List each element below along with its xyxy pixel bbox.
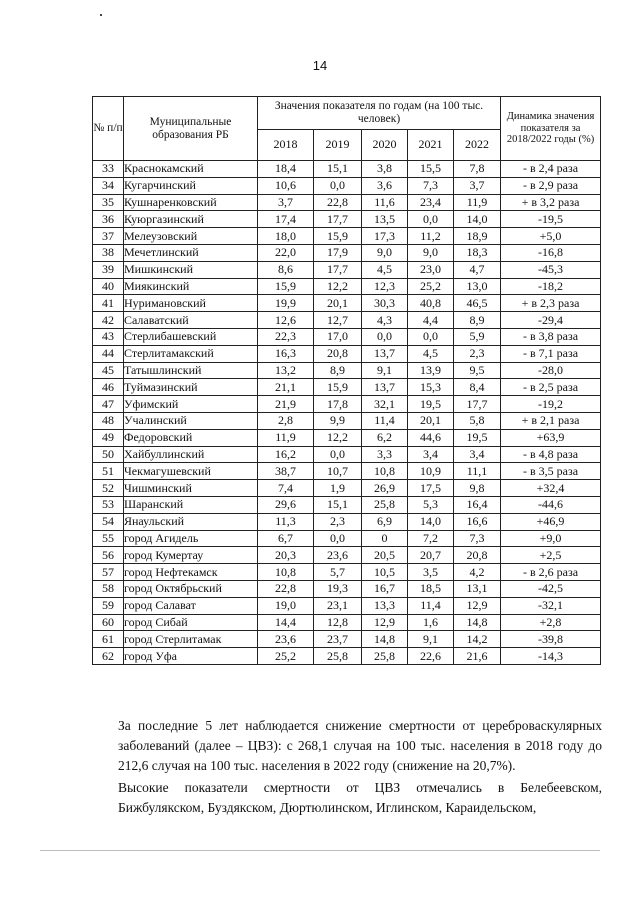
- value-2019: 0,0: [314, 446, 362, 463]
- value-2018: 21,9: [258, 396, 314, 413]
- municipality-name: Учалинский: [124, 412, 258, 429]
- value-2020: 11,6: [362, 194, 408, 211]
- value-2019: 1,9: [314, 480, 362, 497]
- value-2018: 11,3: [258, 513, 314, 530]
- value-2020: 14,8: [362, 631, 408, 648]
- value-2018: 16,3: [258, 345, 314, 362]
- row-number: 49: [93, 429, 124, 446]
- table-row: [93, 547, 601, 564]
- dynamics-value: +46,9: [501, 513, 601, 530]
- municipality-name: город Кумертау: [124, 547, 258, 564]
- value-2021: 11,2: [408, 228, 454, 245]
- table-row: [93, 194, 601, 211]
- table-row: [93, 614, 601, 631]
- value-2018: 18,0: [258, 228, 314, 245]
- municipality-name: город Сибай: [124, 614, 258, 631]
- value-2020: 3,8: [362, 161, 408, 178]
- value-2022: 3,4: [454, 446, 501, 463]
- value-2019: 17,0: [314, 328, 362, 345]
- row-number: 40: [93, 278, 124, 295]
- value-2021: 20,1: [408, 412, 454, 429]
- value-2022: 17,7: [454, 396, 501, 413]
- value-2021: 19,5: [408, 396, 454, 413]
- row-number: 36: [93, 211, 124, 228]
- municipality-name: Туймазинский: [124, 379, 258, 396]
- value-2021: 25,2: [408, 278, 454, 295]
- municipality-name: Мечетлинский: [124, 244, 258, 261]
- value-2022: 11,1: [454, 463, 501, 480]
- municipality-name: город Агидель: [124, 530, 258, 547]
- value-2021: 3,4: [408, 446, 454, 463]
- value-2019: 15,9: [314, 379, 362, 396]
- value-2021: 4,5: [408, 345, 454, 362]
- value-2021: 22,6: [408, 648, 454, 665]
- value-2020: 4,5: [362, 261, 408, 278]
- value-2019: 12,2: [314, 278, 362, 295]
- value-2021: 15,3: [408, 379, 454, 396]
- value-2021: 0,0: [408, 328, 454, 345]
- dynamics-value: -29,4: [501, 312, 601, 329]
- value-2019: 12,7: [314, 312, 362, 329]
- table-row: [93, 564, 601, 581]
- dynamics-value: - в 7,1 раза: [501, 345, 601, 362]
- value-2021: 9,1: [408, 631, 454, 648]
- value-2018: 12,6: [258, 312, 314, 329]
- dynamics-value: -18,2: [501, 278, 601, 295]
- value-2022: 3,7: [454, 177, 501, 194]
- value-2018: 20,3: [258, 547, 314, 564]
- value-2018: 22,8: [258, 580, 314, 597]
- row-number: 59: [93, 597, 124, 614]
- table-row: [93, 379, 601, 396]
- table-row: [93, 362, 601, 379]
- value-2020: 6,2: [362, 429, 408, 446]
- value-2018: 3,7: [258, 194, 314, 211]
- municipality-name: Миякинский: [124, 278, 258, 295]
- dynamics-value: + в 3,2 раза: [501, 194, 601, 211]
- value-2018: 29,6: [258, 496, 314, 513]
- table-row: [93, 312, 601, 329]
- value-2018: 18,4: [258, 161, 314, 178]
- header-year-2020: 2020: [362, 130, 408, 161]
- row-number: 38: [93, 244, 124, 261]
- value-2022: 20,8: [454, 547, 501, 564]
- table-row: [93, 412, 601, 429]
- dynamics-value: +9,0: [501, 530, 601, 547]
- value-2022: 9,8: [454, 480, 501, 497]
- value-2018: 17,4: [258, 211, 314, 228]
- value-2020: 10,8: [362, 463, 408, 480]
- value-2021: 10,9: [408, 463, 454, 480]
- value-2021: 17,5: [408, 480, 454, 497]
- municipality-name: Куюргазинский: [124, 211, 258, 228]
- value-2021: 20,7: [408, 547, 454, 564]
- municipality-name: Краснокамский: [124, 161, 258, 178]
- page-number: 14: [312, 58, 328, 73]
- value-2019: 15,1: [314, 496, 362, 513]
- value-2019: 23,7: [314, 631, 362, 648]
- value-2019: 5,7: [314, 564, 362, 581]
- row-number: 44: [93, 345, 124, 362]
- value-2020: 13,3: [362, 597, 408, 614]
- value-2020: 9,0: [362, 244, 408, 261]
- value-2022: 13,0: [454, 278, 501, 295]
- table-row: [93, 597, 601, 614]
- value-2021: 7,3: [408, 177, 454, 194]
- value-2022: 4,7: [454, 261, 501, 278]
- row-number: 50: [93, 446, 124, 463]
- dynamics-value: -16,8: [501, 244, 601, 261]
- value-2019: 20,8: [314, 345, 362, 362]
- dynamics-value: -45,3: [501, 261, 601, 278]
- value-2018: 25,2: [258, 648, 314, 665]
- municipality-name: Федоровский: [124, 429, 258, 446]
- value-2018: 7,4: [258, 480, 314, 497]
- table-row: [93, 278, 601, 295]
- paragraph-high-rates: Высокие показатели смертности от ЦВЗ отмечались в Белебеевском, Бижбулякском, Буздякском, Дюртюлинском, Иглинском, Караидельском,: [118, 780, 602, 815]
- table-row: [93, 161, 601, 178]
- row-number: 56: [93, 547, 124, 564]
- municipality-name: город Салават: [124, 597, 258, 614]
- table-row: [93, 530, 601, 547]
- value-2020: 11,4: [362, 412, 408, 429]
- value-2019: 22,8: [314, 194, 362, 211]
- value-2019: 17,9: [314, 244, 362, 261]
- header-municipality: Муниципальные образования РБ: [124, 97, 258, 161]
- value-2020: 10,5: [362, 564, 408, 581]
- value-2020: 20,5: [362, 547, 408, 564]
- table-row: [93, 480, 601, 497]
- dynamics-value: +32,4: [501, 480, 601, 497]
- value-2021: 4,4: [408, 312, 454, 329]
- row-number: 43: [93, 328, 124, 345]
- value-2018: 38,7: [258, 463, 314, 480]
- paragraph-cvd-decline: За последние 5 лет наблюдается снижение смертности от цереброваскулярных заболеваний (далее – ЦВЗ): с 268,1 случая на 100 тыс. населения в 2018 году до 212,6 случая на 100 тыс. населения в 2022 году (снижение на 20,7%).: [118, 718, 602, 773]
- value-2020: 16,7: [362, 580, 408, 597]
- table-row: [93, 244, 601, 261]
- value-2022: 11,9: [454, 194, 501, 211]
- table-row: [93, 631, 601, 648]
- header-year-2018: 2018: [258, 130, 314, 161]
- value-2020: 4,3: [362, 312, 408, 329]
- municipality-name: город Стерлитамак: [124, 631, 258, 648]
- table-row: [93, 396, 601, 413]
- value-2018: 23,6: [258, 631, 314, 648]
- table-row: [93, 580, 601, 597]
- value-2018: 21,1: [258, 379, 314, 396]
- municipality-name: Хайбуллинский: [124, 446, 258, 463]
- header-year-2022: 2022: [454, 130, 501, 161]
- row-number: 61: [93, 631, 124, 648]
- value-2018: 10,6: [258, 177, 314, 194]
- municipality-name: Кугарчинский: [124, 177, 258, 194]
- value-2022: 7,3: [454, 530, 501, 547]
- header-number: № п/п: [93, 97, 124, 161]
- value-2021: 15,5: [408, 161, 454, 178]
- municipality-name: Салаватский: [124, 312, 258, 329]
- value-2018: 19,0: [258, 597, 314, 614]
- header-year-2019: 2019: [314, 130, 362, 161]
- dynamics-value: -19,2: [501, 396, 601, 413]
- row-number: 51: [93, 463, 124, 480]
- value-2021: 14,0: [408, 513, 454, 530]
- value-2020: 3,3: [362, 446, 408, 463]
- dynamics-value: + в 2,3 раза: [501, 295, 601, 312]
- value-2022: 19,5: [454, 429, 501, 446]
- value-2021: 23,4: [408, 194, 454, 211]
- value-2018: 16,2: [258, 446, 314, 463]
- municipality-name: Янаульский: [124, 513, 258, 530]
- value-2019: 9,9: [314, 412, 362, 429]
- value-2022: 5,9: [454, 328, 501, 345]
- value-2022: 18,3: [454, 244, 501, 261]
- value-2021: 18,5: [408, 580, 454, 597]
- value-2020: 9,1: [362, 362, 408, 379]
- value-2019: 23,1: [314, 597, 362, 614]
- dynamics-value: -28,0: [501, 362, 601, 379]
- municipality-name: Чекмагушевский: [124, 463, 258, 480]
- value-2018: 13,2: [258, 362, 314, 379]
- value-2019: 12,2: [314, 429, 362, 446]
- dynamics-value: -44,6: [501, 496, 601, 513]
- dynamics-value: +5,0: [501, 228, 601, 245]
- row-number: 34: [93, 177, 124, 194]
- value-2019: 2,3: [314, 513, 362, 530]
- value-2021: 5,3: [408, 496, 454, 513]
- value-2018: 22,3: [258, 328, 314, 345]
- row-number: 54: [93, 513, 124, 530]
- value-2018: 15,9: [258, 278, 314, 295]
- dynamics-value: -19,5: [501, 211, 601, 228]
- value-2020: 13,5: [362, 211, 408, 228]
- value-2020: 6,9: [362, 513, 408, 530]
- value-2020: 26,9: [362, 480, 408, 497]
- value-2020: 12,3: [362, 278, 408, 295]
- table-row: [93, 648, 601, 665]
- value-2019: 0,0: [314, 177, 362, 194]
- value-2022: 14,2: [454, 631, 501, 648]
- value-2018: 14,4: [258, 614, 314, 631]
- row-number: 58: [93, 580, 124, 597]
- table-row: [93, 463, 601, 480]
- value-2021: 44,6: [408, 429, 454, 446]
- row-number: 62: [93, 648, 124, 665]
- row-number: 48: [93, 412, 124, 429]
- table-row: [93, 211, 601, 228]
- value-2021: 7,2: [408, 530, 454, 547]
- row-number: 42: [93, 312, 124, 329]
- mortality-table: [92, 96, 601, 665]
- table-row: [93, 345, 601, 362]
- dynamics-value: +2,5: [501, 547, 601, 564]
- value-2021: 11,4: [408, 597, 454, 614]
- value-2022: 4,2: [454, 564, 501, 581]
- value-2018: 6,7: [258, 530, 314, 547]
- row-number: 57: [93, 564, 124, 581]
- dynamics-value: -32,1: [501, 597, 601, 614]
- value-2020: 25,8: [362, 648, 408, 665]
- value-2018: 8,6: [258, 261, 314, 278]
- dynamics-value: -42,5: [501, 580, 601, 597]
- dynamics-value: - в 2,5 раза: [501, 379, 601, 396]
- value-2018: 10,8: [258, 564, 314, 581]
- dynamics-value: - в 2,9 раза: [501, 177, 601, 194]
- dynamics-value: -14,3: [501, 648, 601, 665]
- table-row: [93, 261, 601, 278]
- municipality-name: Шаранский: [124, 496, 258, 513]
- value-2019: 15,9: [314, 228, 362, 245]
- dynamics-value: -39,8: [501, 631, 601, 648]
- table-row: [93, 228, 601, 245]
- municipality-name: Кушнаренковский: [124, 194, 258, 211]
- value-2019: 15,1: [314, 161, 362, 178]
- value-2020: 3,6: [362, 177, 408, 194]
- dynamics-value: - в 3,8 раза: [501, 328, 601, 345]
- value-2021: 3,5: [408, 564, 454, 581]
- municipality-name: Стерлибашевский: [124, 328, 258, 345]
- value-2022: 7,8: [454, 161, 501, 178]
- table-row: [93, 496, 601, 513]
- value-2021: 23,0: [408, 261, 454, 278]
- value-2022: 8,9: [454, 312, 501, 329]
- municipality-name: Татышлинский: [124, 362, 258, 379]
- value-2019: 20,1: [314, 295, 362, 312]
- row-number: 33: [93, 161, 124, 178]
- municipality-name: Уфимский: [124, 396, 258, 413]
- row-number: 35: [93, 194, 124, 211]
- municipality-name: город Уфа: [124, 648, 258, 665]
- row-number: 53: [93, 496, 124, 513]
- value-2020: 17,3: [362, 228, 408, 245]
- value-2022: 12,9: [454, 597, 501, 614]
- value-2019: 17,8: [314, 396, 362, 413]
- row-number: 45: [93, 362, 124, 379]
- table-row: [93, 328, 601, 345]
- value-2021: 0,0: [408, 211, 454, 228]
- value-2020: 25,8: [362, 496, 408, 513]
- value-2022: 18,9: [454, 228, 501, 245]
- value-2019: 12,8: [314, 614, 362, 631]
- row-number: 47: [93, 396, 124, 413]
- value-2019: 8,9: [314, 362, 362, 379]
- value-2022: 5,8: [454, 412, 501, 429]
- value-2019: 17,7: [314, 261, 362, 278]
- value-2022: 8,4: [454, 379, 501, 396]
- value-2021: 13,9: [408, 362, 454, 379]
- row-number: 55: [93, 530, 124, 547]
- value-2018: 22,0: [258, 244, 314, 261]
- value-2020: 0: [362, 530, 408, 547]
- value-2020: 30,3: [362, 295, 408, 312]
- dynamics-value: - в 2,6 раза: [501, 564, 601, 581]
- dynamics-value: + в 2,1 раза: [501, 412, 601, 429]
- municipality-name: Стерлитамакский: [124, 345, 258, 362]
- header-values-by-year: Значения показателя по годам (на 100 тыс. человек): [258, 97, 501, 130]
- value-2019: 0,0: [314, 530, 362, 547]
- row-number: 41: [93, 295, 124, 312]
- value-2019: 10,7: [314, 463, 362, 480]
- municipality-name: Мелеузовский: [124, 228, 258, 245]
- value-2019: 17,7: [314, 211, 362, 228]
- table-row: [93, 295, 601, 312]
- value-2022: 46,5: [454, 295, 501, 312]
- value-2021: 1,6: [408, 614, 454, 631]
- row-number: 46: [93, 379, 124, 396]
- page-bottom-rule: [40, 850, 600, 851]
- municipality-name: Нуримановский: [124, 295, 258, 312]
- header-dynamics: Динамика значения показателя за 2018/2022 годы (%): [501, 97, 601, 161]
- row-number: 39: [93, 261, 124, 278]
- table-row: [93, 429, 601, 446]
- municipality-name: Мишкинский: [124, 261, 258, 278]
- value-2020: 0,0: [362, 328, 408, 345]
- scan-mark: [100, 14, 102, 16]
- row-number: 37: [93, 228, 124, 245]
- municipality-name: город Нефтекамск: [124, 564, 258, 581]
- row-number: 60: [93, 614, 124, 631]
- dynamics-value: - в 3,5 раза: [501, 463, 601, 480]
- municipality-name: Чишминский: [124, 480, 258, 497]
- table-row: [93, 446, 601, 463]
- value-2022: 14,8: [454, 614, 501, 631]
- municipality-name: город Октябрьский: [124, 580, 258, 597]
- header-year-2021: 2021: [408, 130, 454, 161]
- value-2020: 13,7: [362, 345, 408, 362]
- value-2018: 19,9: [258, 295, 314, 312]
- value-2020: 32,1: [362, 396, 408, 413]
- dynamics-value: +63,9: [501, 429, 601, 446]
- value-2022: 16,4: [454, 496, 501, 513]
- value-2022: 2,3: [454, 345, 501, 362]
- dynamics-value: - в 4,8 раза: [501, 446, 601, 463]
- row-number: 52: [93, 480, 124, 497]
- value-2021: 40,8: [408, 295, 454, 312]
- dynamics-value: +2,8: [501, 614, 601, 631]
- value-2019: 23,6: [314, 547, 362, 564]
- value-2018: 11,9: [258, 429, 314, 446]
- value-2022: 16,6: [454, 513, 501, 530]
- value-2019: 19,3: [314, 580, 362, 597]
- value-2020: 13,7: [362, 379, 408, 396]
- table-row: [93, 513, 601, 530]
- table-row: [93, 177, 601, 194]
- value-2022: 21,6: [454, 648, 501, 665]
- value-2019: 25,8: [314, 648, 362, 665]
- value-2022: 14,0: [454, 211, 501, 228]
- value-2022: 13,1: [454, 580, 501, 597]
- value-2018: 2,8: [258, 412, 314, 429]
- value-2022: 9,5: [454, 362, 501, 379]
- value-2021: 9,0: [408, 244, 454, 261]
- dynamics-value: - в 2,4 раза: [501, 161, 601, 178]
- value-2020: 12,9: [362, 614, 408, 631]
